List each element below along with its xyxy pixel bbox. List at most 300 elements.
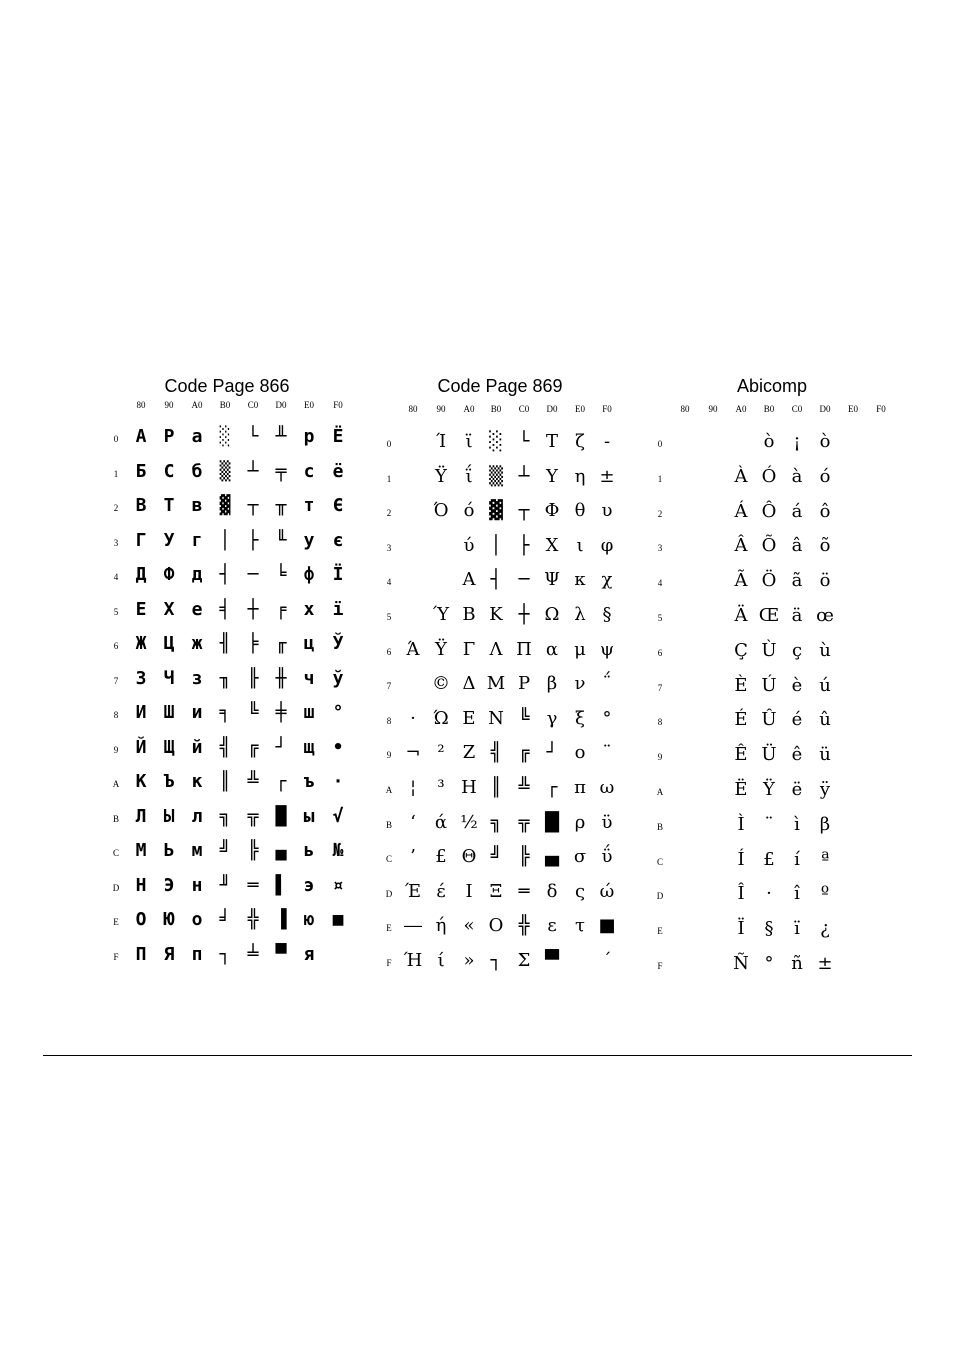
- glyph-cell: Й: [135, 736, 147, 758]
- column-header: D0: [819, 404, 831, 414]
- row-label: 8: [386, 715, 392, 726]
- glyph-cell: Д: [135, 564, 147, 585]
- glyph-cell: ²: [437, 742, 445, 764]
- glyph-cell: ö: [819, 570, 831, 592]
- glyph-cell: Р: [163, 426, 175, 447]
- glyph-cell: Б: [135, 460, 147, 482]
- glyph-cell: ▐: [275, 909, 287, 930]
- glyph-cell: ¡: [793, 431, 801, 452]
- row-label: D: [385, 888, 393, 899]
- glyph-cell: σ: [573, 846, 587, 868]
- glyph-cell: ³: [437, 777, 445, 798]
- glyph-cell: ╚: [518, 707, 530, 729]
- glyph-cell: ┌: [546, 777, 558, 798]
- glyph-cell: Τ: [545, 431, 559, 452]
- glyph-cell: θ: [574, 500, 586, 522]
- glyph-cell: ╣: [490, 742, 502, 764]
- glyph-cell: Í: [737, 848, 745, 870]
- row-label: 5: [386, 612, 392, 622]
- glyph-cell: χ: [601, 569, 613, 591]
- row-label: E: [657, 926, 663, 937]
- glyph-cell: ш: [303, 702, 315, 723]
- glyph-cell: έ: [436, 880, 446, 902]
- glyph-cell: Ο: [488, 915, 504, 937]
- glyph-cell: Μ: [486, 673, 506, 695]
- column-header: C0: [518, 404, 530, 414]
- glyph-cell: Ξ: [489, 880, 503, 902]
- glyph-cell: ù: [819, 639, 831, 661]
- glyph-cell: ί: [437, 950, 445, 971]
- glyph-cell: ╟: [247, 667, 259, 689]
- glyph-cell: ╓: [275, 633, 287, 654]
- glyph-cell: Θ: [461, 846, 477, 868]
- glyph-cell: ξ: [575, 707, 585, 729]
- glyph-cell: ╬: [518, 915, 530, 937]
- glyph-cell: ’: [410, 846, 416, 868]
- glyph-cell: ─: [518, 569, 530, 591]
- column-header: B0: [763, 404, 775, 414]
- glyph-cell: §: [602, 604, 612, 625]
- glyph-cell: Э: [163, 874, 175, 896]
- glyph-cell: ά: [434, 811, 448, 833]
- column-header: 80: [136, 400, 146, 410]
- row-label: 8: [657, 717, 663, 728]
- glyph-cell: Ϋ: [435, 465, 447, 487]
- glyph-cell: Υ: [546, 465, 558, 487]
- glyph-cell: ω: [599, 777, 615, 798]
- glyph-cell: Ά: [406, 638, 420, 660]
- glyph-cell: г: [191, 529, 203, 551]
- glyph-cell: Ϋ: [435, 638, 447, 660]
- glyph-cell: Ї: [332, 564, 344, 585]
- column-header: E0: [848, 404, 858, 414]
- row-label: 0: [386, 439, 392, 449]
- glyph-cell: й: [191, 736, 203, 758]
- glyph-cell: ╦: [247, 805, 259, 827]
- glyph-cell: Δ: [462, 673, 476, 695]
- glyph-cell: £: [435, 846, 447, 868]
- glyph-cell: Ώ: [433, 707, 449, 729]
- glyph-cell: ό: [463, 500, 475, 522]
- glyph-cell: ┤: [490, 569, 502, 591]
- glyph-cell: А: [135, 426, 147, 447]
- glyph-cell: Ч: [163, 667, 175, 689]
- row-label: 1: [386, 473, 392, 484]
- glyph-cell: ò: [819, 431, 831, 452]
- column-header: E0: [304, 400, 314, 410]
- glyph-cell: ┘: [546, 742, 558, 764]
- glyph-cell: ╘: [275, 564, 287, 585]
- glyph-cell: Т: [163, 495, 175, 516]
- glyph-cell: └: [518, 431, 530, 452]
- row-label: 2: [657, 508, 663, 519]
- glyph-cell: ¦: [409, 777, 417, 798]
- glyph-cell: ╬: [247, 909, 259, 930]
- glyph-cell: Ω: [544, 604, 560, 625]
- glyph-cell: Ç: [734, 639, 748, 661]
- glyph-cell: Г: [135, 529, 147, 551]
- glyph-cell: О: [135, 909, 147, 930]
- glyph-cell: ы: [303, 805, 315, 827]
- glyph-cell: ▌: [275, 874, 287, 896]
- glyph-cell: М: [135, 840, 147, 861]
- glyph-cell: Є: [332, 495, 344, 516]
- glyph-cell: ó: [819, 465, 831, 487]
- glyph-cell: δ: [546, 880, 558, 902]
- glyph-cell: È: [734, 674, 748, 696]
- glyph-cell: ñ: [791, 953, 803, 974]
- glyph-cell: °: [764, 953, 774, 974]
- glyph-cell: ├: [247, 529, 259, 551]
- glyph-cell: Ψ: [544, 569, 560, 591]
- row-label: 5: [657, 613, 663, 623]
- glyph-cell: ╞: [247, 633, 259, 654]
- glyph-cell: т: [303, 495, 315, 516]
- glyph-cell: œ: [816, 605, 834, 626]
- glyph-cell: ╗: [219, 805, 231, 827]
- column-header: A0: [191, 400, 203, 410]
- row-label: 4: [386, 577, 392, 588]
- glyph-cell: и: [191, 702, 203, 723]
- glyph-cell: ι: [576, 534, 584, 556]
- glyph-cell: Л: [135, 805, 147, 827]
- glyph-cell: •: [332, 736, 344, 758]
- row-label: 7: [386, 681, 392, 692]
- glyph-cell: ώ: [599, 880, 615, 902]
- glyph-cell: Ы: [163, 805, 175, 827]
- column-header: A0: [463, 404, 475, 414]
- glyph-cell: ·: [410, 707, 416, 729]
- glyph-cell: Κ: [489, 604, 503, 625]
- glyph-cell: ├: [518, 534, 530, 556]
- glyph-cell: ░: [219, 426, 231, 447]
- glyph-cell: ΰ: [601, 846, 613, 868]
- glyph-cell: ╗: [490, 811, 502, 833]
- glyph-cell: п: [191, 943, 203, 965]
- glyph-cell: ▓: [489, 500, 503, 522]
- glyph-cell: ┼: [247, 598, 259, 620]
- row-label: B: [656, 821, 664, 832]
- glyph-cell: É: [734, 709, 748, 731]
- glyph-cell: ΐ: [465, 465, 473, 487]
- glyph-cell: ┴: [247, 460, 259, 482]
- glyph-cell: Η: [461, 777, 477, 798]
- row-label: 3: [657, 543, 663, 554]
- row-label: 9: [657, 752, 663, 763]
- glyph-cell: Õ: [761, 535, 777, 557]
- glyph-cell: ю: [303, 909, 315, 930]
- glyph-cell: ┐: [490, 950, 502, 971]
- glyph-cell: Έ: [404, 880, 422, 902]
- glyph-cell: η: [574, 465, 586, 487]
- row-label: 9: [113, 744, 119, 755]
- glyph-cell: ô: [819, 500, 831, 522]
- glyph-cell: ╙: [275, 529, 287, 551]
- row-label: 0: [113, 434, 119, 444]
- glyph-cell: ╢: [219, 633, 231, 654]
- row-label: 6: [386, 646, 392, 657]
- glyph-cell: е: [191, 598, 203, 620]
- glyph-cell: Х: [163, 598, 175, 620]
- glyph-cell: Ï: [737, 918, 745, 940]
- glyph-cell: №: [332, 840, 344, 861]
- glyph-cell: Î: [737, 883, 745, 905]
- row-label: 3: [386, 542, 392, 553]
- glyph-cell: Ê: [734, 744, 748, 766]
- glyph-cell: Ö: [761, 570, 777, 592]
- row-label: 7: [657, 682, 663, 693]
- glyph-cell: γ: [546, 707, 558, 729]
- glyph-cell: °: [332, 702, 344, 723]
- row-label: C: [385, 854, 393, 865]
- glyph-cell: φ: [600, 534, 614, 556]
- glyph-cell: ϊ: [465, 431, 473, 452]
- glyph-cell: ┐: [219, 943, 231, 965]
- glyph-cell: с: [303, 460, 315, 482]
- glyph-cell: ―: [404, 915, 422, 937]
- row-label: 4: [657, 578, 663, 589]
- glyph-cell: о: [191, 909, 203, 930]
- glyph-cell: ь: [303, 840, 315, 861]
- glyph-cell: Φ: [544, 500, 560, 522]
- glyph-cell: д: [191, 564, 203, 585]
- glyph-cell: π: [574, 777, 586, 798]
- column-header: C0: [791, 404, 803, 414]
- glyph-cell: ΄: [602, 950, 612, 971]
- glyph-cell: ┴: [518, 465, 530, 487]
- glyph-cell: »: [463, 950, 475, 971]
- glyph-cell: ο: [574, 742, 586, 764]
- glyph-cell: ▓: [219, 495, 231, 516]
- glyph-cell: Ή: [403, 950, 423, 971]
- glyph-cell: С: [163, 460, 175, 482]
- glyph-cell: Ì: [737, 813, 745, 835]
- glyph-cell: └: [247, 426, 259, 447]
- row-label: 2: [113, 503, 119, 513]
- row-label: 1: [113, 468, 119, 479]
- glyph-cell: ╖: [219, 667, 231, 689]
- glyph-cell: ν: [574, 673, 586, 695]
- glyph-cell: Χ: [545, 534, 559, 556]
- glyph-cell: э: [303, 874, 315, 896]
- glyph-cell: х: [303, 598, 315, 620]
- glyph-cell: ╔: [518, 742, 530, 764]
- glyph-cell: З: [135, 667, 147, 689]
- glyph-cell: £: [763, 848, 775, 870]
- glyph-cell: Ã: [734, 570, 748, 592]
- row-label: F: [657, 961, 663, 971]
- glyph-cell: ϋ: [601, 811, 613, 833]
- glyph-cell: з: [191, 667, 203, 689]
- row-label: C: [112, 848, 120, 858]
- glyph-cell: ║: [219, 771, 231, 792]
- glyph-cell: Ú: [761, 674, 777, 696]
- glyph-cell: Ю: [163, 909, 175, 930]
- glyph-cell: Щ: [163, 736, 175, 758]
- glyph-cell: Ь: [163, 840, 175, 861]
- glyph-cell: ц: [303, 633, 315, 654]
- glyph-cell: -: [603, 431, 611, 452]
- glyph-cell: ΅: [602, 673, 612, 695]
- glyph-cell: р: [303, 426, 315, 447]
- glyph-cell: ▒: [489, 465, 503, 487]
- column-header: F0: [602, 404, 612, 414]
- glyph-cell: И: [135, 702, 147, 723]
- row-label: D: [112, 882, 120, 893]
- glyph-cell: Α: [462, 569, 476, 591]
- glyph-cell: Н: [135, 874, 147, 896]
- glyph-cell: █: [275, 805, 287, 827]
- glyph-cell: à: [791, 465, 803, 487]
- glyph-cell: б: [191, 460, 203, 482]
- column-header: 90: [436, 404, 446, 414]
- column-header: D0: [275, 400, 287, 410]
- glyph-cell: ‘: [410, 811, 416, 833]
- glyph-cell: α: [545, 638, 559, 660]
- glyph-cell: ═: [247, 874, 259, 896]
- glyph-cell: ή: [435, 915, 447, 937]
- glyph-cell: м: [191, 840, 203, 861]
- glyph-cell: Ж: [135, 633, 147, 654]
- glyph-cell: ╫: [275, 667, 287, 689]
- glyph-cell: █: [545, 811, 559, 833]
- glyph-cell: Ύ: [432, 604, 450, 625]
- column-header: 80: [680, 404, 690, 414]
- glyph-cell: ¬: [405, 742, 421, 764]
- glyph-cell: ╝: [219, 840, 231, 861]
- glyph-cell: в: [191, 495, 203, 516]
- glyph-cell: î: [794, 883, 800, 905]
- glyph-cell: ã: [791, 570, 803, 592]
- glyph-cell: ╚: [247, 702, 259, 723]
- glyph-cell: ╠: [247, 840, 259, 861]
- row-label: 0: [657, 439, 663, 449]
- glyph-cell: º: [820, 883, 830, 905]
- glyph-cell: є: [332, 529, 344, 551]
- glyph-cell: Ü: [761, 744, 777, 766]
- table-title: Abicomp: [736, 376, 808, 396]
- row-label: B: [385, 819, 393, 830]
- glyph-cell: τ: [575, 915, 585, 937]
- glyph-cell: §: [764, 918, 774, 940]
- column-header: B0: [490, 404, 502, 414]
- glyph-cell: ¨: [602, 742, 612, 764]
- glyph-cell: я: [303, 943, 315, 965]
- row-label: 8: [113, 710, 119, 720]
- glyph-cell: ╣: [219, 736, 231, 758]
- glyph-cell: Ε: [462, 707, 476, 729]
- glyph-cell: ═: [518, 880, 530, 902]
- glyph-cell: υ: [601, 500, 613, 522]
- glyph-cell: ╨: [275, 426, 287, 447]
- row-label: E: [386, 923, 392, 934]
- column-header: C0: [247, 400, 259, 410]
- glyph-cell: Ρ: [517, 673, 531, 695]
- glyph-cell: ¿: [820, 918, 830, 940]
- glyph-cell: ╪: [275, 702, 287, 723]
- glyph-cell: ■: [332, 909, 344, 930]
- glyph-cell: н: [191, 874, 203, 896]
- glyph-cell: а: [191, 426, 203, 447]
- glyph-cell: ψ: [599, 638, 615, 660]
- glyph-cell: Ў: [332, 633, 344, 654]
- glyph-cell: Ф: [163, 564, 175, 585]
- horizontal-rule: [43, 1055, 912, 1056]
- glyph-cell: β: [546, 673, 558, 695]
- column-header: 90: [164, 400, 174, 410]
- glyph-cell: щ: [303, 736, 315, 758]
- glyph-cell: Â: [734, 535, 748, 557]
- glyph-cell: ж: [191, 633, 203, 654]
- column-header: F0: [333, 400, 343, 410]
- glyph-cell: ў: [332, 667, 344, 689]
- column-header: B0: [219, 400, 231, 410]
- column-header: A0: [735, 404, 747, 414]
- glyph-cell: ╕: [219, 702, 231, 723]
- glyph-cell: Ν: [488, 707, 504, 729]
- glyph-cell: é: [791, 709, 803, 731]
- glyph-cell: ª: [820, 848, 830, 870]
- glyph-cell: ░: [489, 431, 503, 452]
- glyph-cell: │: [219, 529, 231, 551]
- glyph-cell: Π: [516, 638, 532, 660]
- row-label: A: [385, 785, 393, 795]
- glyph-cell: °: [602, 707, 612, 729]
- glyph-cell: ╩: [247, 771, 259, 792]
- glyph-cell: ë: [791, 779, 803, 800]
- glyph-cell: Λ: [489, 638, 503, 660]
- row-label: C: [656, 856, 664, 867]
- glyph-cell: á: [791, 500, 803, 522]
- glyph-cell: ì: [794, 813, 800, 835]
- row-label: D: [656, 891, 664, 902]
- glyph-cell: λ: [574, 604, 586, 625]
- glyph-cell: ї: [332, 598, 344, 620]
- glyph-cell: Ί: [435, 431, 447, 452]
- glyph-cell: ζ: [575, 431, 585, 452]
- glyph-cell: ┼: [518, 604, 530, 625]
- glyph-cell: Σ: [517, 950, 531, 971]
- glyph-cell: ▄: [275, 840, 287, 861]
- glyph-cell: ╩: [518, 777, 530, 798]
- glyph-cell: ╔: [247, 736, 259, 758]
- glyph-cell: В: [135, 495, 147, 516]
- glyph-cell: ·: [766, 883, 772, 905]
- glyph-cell: л: [191, 805, 203, 827]
- glyph-cell: Е: [135, 598, 147, 620]
- row-label: 9: [386, 750, 392, 761]
- glyph-cell: Ш: [163, 702, 175, 723]
- glyph-cell: Ё: [332, 426, 344, 447]
- column-header: 80: [408, 404, 418, 414]
- glyph-cell: Û: [761, 709, 777, 731]
- glyph-cell: õ: [819, 535, 831, 557]
- glyph-cell: ê: [791, 744, 803, 766]
- glyph-cell: û: [819, 709, 831, 731]
- glyph-cell: ╜: [219, 874, 231, 896]
- glyph-cell: Ό: [433, 500, 449, 522]
- glyph-cell: Γ: [462, 638, 476, 660]
- glyph-cell: ╤: [275, 460, 287, 482]
- glyph-cell: ─: [247, 564, 259, 585]
- row-label: 1: [657, 473, 663, 484]
- glyph-cell: ½: [460, 811, 478, 833]
- glyph-cell: â: [791, 535, 803, 557]
- row-label: E: [113, 917, 119, 927]
- column-header: F0: [876, 404, 886, 414]
- glyph-cell: «: [463, 915, 475, 937]
- glyph-cell: У: [163, 529, 175, 551]
